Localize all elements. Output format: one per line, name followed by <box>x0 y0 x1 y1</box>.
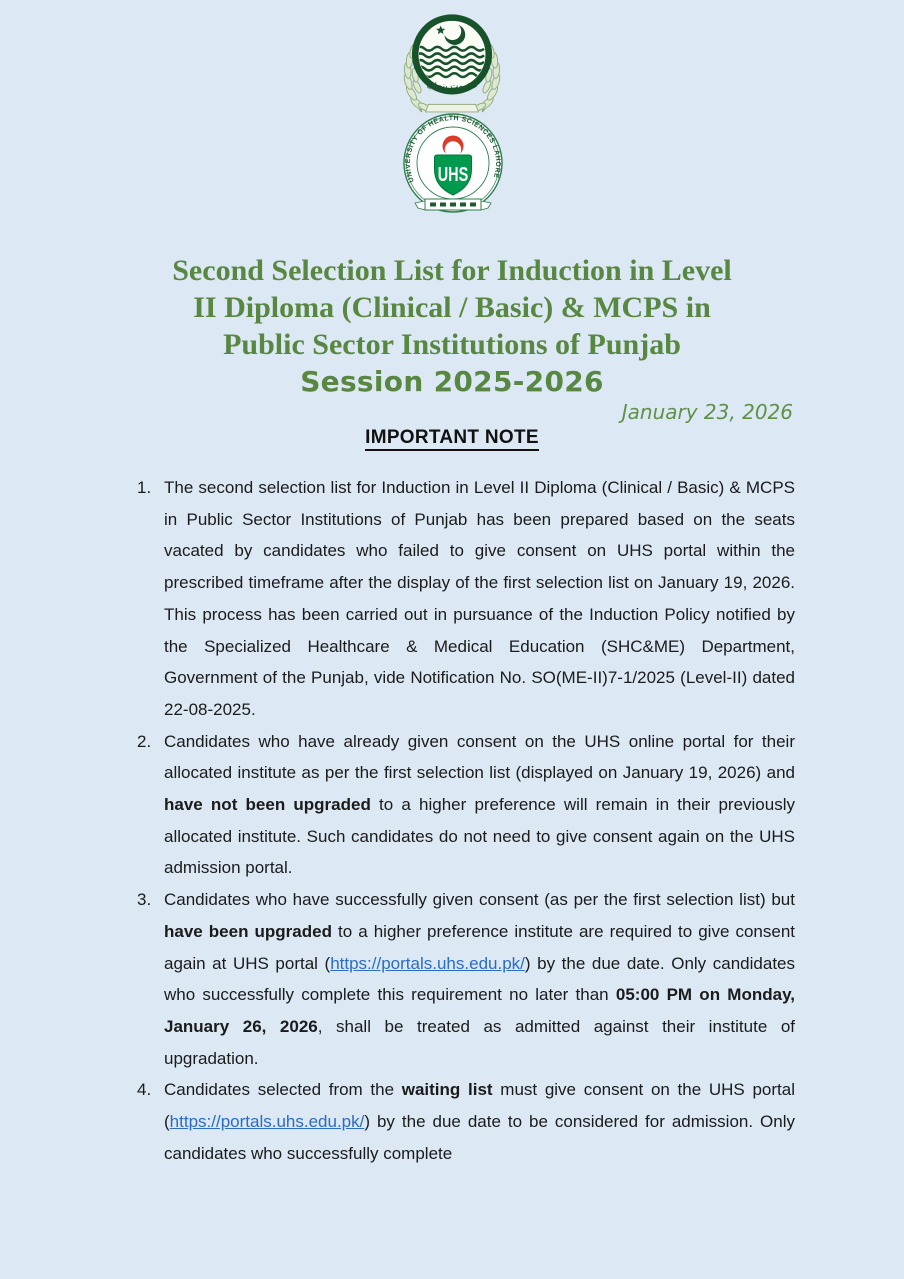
note-text <box>164 472 795 726</box>
session-line: Session 2025-2026 <box>300 365 604 398</box>
note-number: 4. <box>137 1080 152 1100</box>
note-number: 2. <box>137 731 152 751</box>
body-text: The second selection list for Induction in Level II Diploma (Clinical / Basic) & MCPS in Public Sector Institutions of Punjab has been prepared based on the seats vacated by candidates who failed to give consent on UHS portal within the prescribed timeframe after the display of the first selection list on January 19, 2026. This process has been carried out in pursuance of the Induction Policy notified by the Specialized Healthcare & Medical Education (SHC&ME) Department, Government of the Punjab, vide Notification No. SO(ME-II)7-1/2025 (Level-II) dated 22-08-2025. <box>164 478 795 719</box>
uhs-portal-link[interactable]: https://portals.uhs.edu.pk/ <box>330 953 525 973</box>
note-number: 1. <box>137 478 152 497</box>
body-text: to a higher preference will remain in their previously allocated institute. Such candidates do not need to give consent again on the UHS admission portal. <box>164 795 795 878</box>
note-item <box>137 726 795 885</box>
note-item <box>137 472 795 726</box>
punjab-government-emblem-icon <box>386 5 518 117</box>
page-title-line: Second Selection List for Induction in Level <box>172 254 732 287</box>
body-text: Candidates who have already given consent on the UHS online portal for their allocated institute as per the first selection list (displayed on January 19, 2026) and <box>164 731 795 783</box>
body-text: Candidates selected from the <box>164 1080 402 1100</box>
body-text: to a higher preference institute are required to give consent again at UHS portal ( <box>164 921 795 973</box>
body-text: Candidates who have successfully given consent (as per the first selection list) but <box>164 890 795 910</box>
document-date: January 23, 2026 <box>621 400 793 424</box>
emphasis-text: have not been upgraded <box>164 795 371 815</box>
note-number: 3. <box>137 890 152 910</box>
page-title <box>0 252 904 400</box>
page-title-line: II Diploma (Clinical / Basic) & MCPS in <box>193 291 711 324</box>
wreath-ribbon <box>426 104 479 112</box>
emphasis-text: waiting list <box>401 1080 493 1100</box>
note-item <box>137 884 795 1074</box>
note-text <box>164 884 795 1074</box>
page-title-line: Public Sector Institutions of Punjab <box>223 328 681 361</box>
notes-list <box>137 472 795 1169</box>
body-text: must give consent on the UHS portal ( <box>164 1080 795 1132</box>
punjab-urdu-calligraphy: حکومت پنجاب <box>426 80 478 91</box>
emphasis-text: 05:00 PM on Monday, January 26, 2026 <box>164 985 795 1036</box>
body-text: ) by the due date. Only candidates who successfully complete this requirement no later than <box>164 953 795 1005</box>
uhs-ring-text: UNIVERSITY OF HEALTH SCIENCES LAHORE <box>404 115 502 184</box>
body-text: ) by the due date to be considered for admission. Only candidates who successfully complete <box>164 1112 795 1163</box>
uhs-shield-text: UHS <box>437 162 469 186</box>
emphasis-text: have been upgraded <box>164 921 332 941</box>
important-note-heading-text: IMPORTANT NOTE <box>365 427 539 451</box>
uhs-seal-icon <box>397 113 509 217</box>
seal-ribbon <box>415 199 491 210</box>
important-note-heading <box>0 427 904 449</box>
note-text <box>164 1074 795 1169</box>
uhs-portal-link[interactable]: https://portals.uhs.edu.pk/ <box>169 1112 365 1132</box>
note-item <box>137 1074 795 1169</box>
note-text <box>164 726 795 885</box>
body-text: , shall be treated as admitted against their institute of upgradation. <box>164 1016 795 1068</box>
